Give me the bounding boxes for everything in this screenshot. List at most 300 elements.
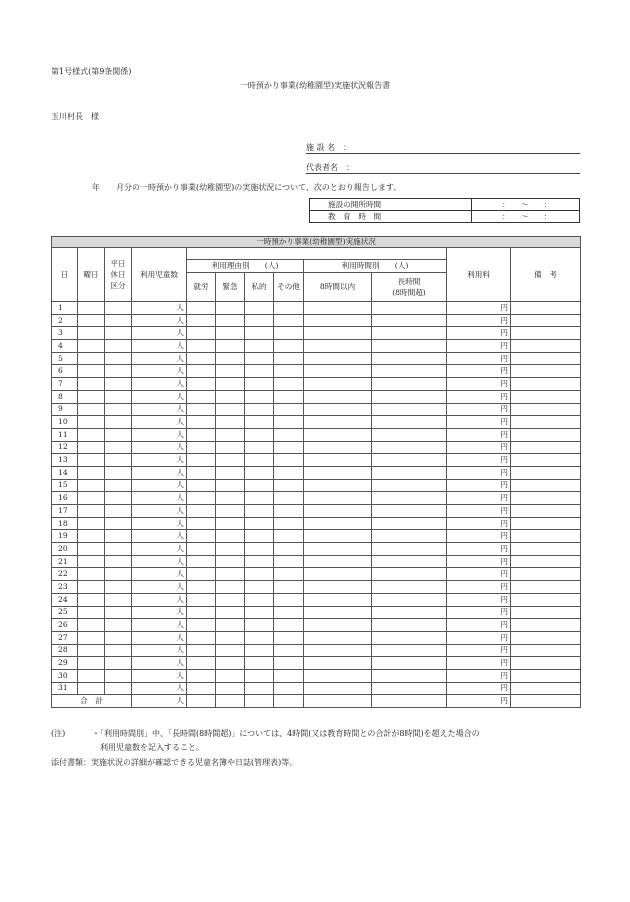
weekday-cell[interactable] bbox=[78, 606, 105, 619]
children-count-cell[interactable] bbox=[132, 682, 172, 695]
reason-private-cell[interactable] bbox=[245, 619, 274, 632]
category-cell[interactable] bbox=[105, 441, 132, 454]
reason-emergency-cell[interactable] bbox=[216, 340, 245, 353]
weekday-cell[interactable] bbox=[78, 365, 105, 378]
remarks-cell[interactable] bbox=[511, 327, 581, 340]
reason-emergency-cell[interactable] bbox=[216, 505, 245, 518]
time-within-cell[interactable] bbox=[304, 568, 372, 581]
weekday-cell[interactable] bbox=[78, 378, 105, 391]
reason-emergency-cell[interactable] bbox=[216, 466, 245, 479]
reason-other-cell[interactable] bbox=[274, 466, 304, 479]
facility-name-field[interactable] bbox=[306, 153, 580, 154]
reason-work-cell[interactable] bbox=[187, 365, 216, 378]
remarks-cell[interactable] bbox=[511, 441, 581, 454]
time-within-cell[interactable] bbox=[304, 416, 372, 429]
category-cell[interactable] bbox=[105, 505, 132, 518]
category-cell[interactable] bbox=[105, 606, 132, 619]
fee-cell[interactable] bbox=[447, 466, 495, 479]
time-within-cell[interactable] bbox=[304, 428, 372, 441]
time-long-cell[interactable] bbox=[372, 682, 447, 695]
category-cell[interactable] bbox=[105, 492, 132, 505]
time-long-cell[interactable] bbox=[372, 352, 447, 365]
fee-cell[interactable] bbox=[447, 644, 495, 657]
remarks-cell[interactable] bbox=[511, 543, 581, 556]
category-cell[interactable] bbox=[105, 327, 132, 340]
category-cell[interactable] bbox=[105, 657, 132, 670]
weekday-cell[interactable] bbox=[78, 466, 105, 479]
children-count-cell[interactable] bbox=[132, 619, 172, 632]
time-within-cell[interactable] bbox=[304, 302, 372, 315]
reason-work-cell[interactable] bbox=[187, 428, 216, 441]
reason-work-cell[interactable] bbox=[187, 606, 216, 619]
category-cell[interactable] bbox=[105, 416, 132, 429]
reason-other-cell[interactable] bbox=[274, 479, 304, 492]
fee-cell[interactable] bbox=[447, 657, 495, 670]
category-cell[interactable] bbox=[105, 454, 132, 467]
weekday-cell[interactable] bbox=[78, 530, 105, 543]
category-cell[interactable] bbox=[105, 390, 132, 403]
time-within-cell[interactable] bbox=[304, 454, 372, 467]
remarks-cell[interactable] bbox=[511, 505, 581, 518]
category-cell[interactable] bbox=[105, 466, 132, 479]
time-within-cell[interactable] bbox=[304, 390, 372, 403]
reason-work-cell[interactable] bbox=[187, 530, 216, 543]
category-cell[interactable] bbox=[105, 543, 132, 556]
remarks-cell[interactable] bbox=[511, 314, 581, 327]
reason-emergency-cell[interactable] bbox=[216, 441, 245, 454]
category-cell[interactable] bbox=[105, 555, 132, 568]
reason-emergency-cell[interactable] bbox=[216, 403, 245, 416]
reason-emergency-cell[interactable] bbox=[216, 416, 245, 429]
time-within-cell[interactable] bbox=[304, 505, 372, 518]
reason-work-cell[interactable] bbox=[187, 657, 216, 670]
weekday-cell[interactable] bbox=[78, 479, 105, 492]
category-cell[interactable] bbox=[105, 669, 132, 682]
time-long-cell[interactable] bbox=[372, 657, 447, 670]
remarks-cell[interactable] bbox=[511, 454, 581, 467]
weekday-cell[interactable] bbox=[78, 327, 105, 340]
children-count-cell[interactable] bbox=[132, 568, 172, 581]
reason-work-cell[interactable] bbox=[187, 593, 216, 606]
reason-emergency-cell[interactable] bbox=[216, 555, 245, 568]
reason-private-cell[interactable] bbox=[245, 314, 274, 327]
children-count-cell[interactable] bbox=[132, 340, 172, 353]
children-count-cell[interactable] bbox=[132, 441, 172, 454]
reason-work-cell[interactable] bbox=[187, 416, 216, 429]
remarks-cell[interactable] bbox=[511, 657, 581, 670]
category-cell[interactable] bbox=[105, 314, 132, 327]
category-cell[interactable] bbox=[105, 403, 132, 416]
time-within-cell[interactable] bbox=[304, 479, 372, 492]
weekday-cell[interactable] bbox=[78, 657, 105, 670]
reason-private-cell[interactable] bbox=[245, 593, 274, 606]
reason-private-cell[interactable] bbox=[245, 390, 274, 403]
fee-cell[interactable] bbox=[447, 302, 495, 315]
remarks-cell[interactable] bbox=[511, 352, 581, 365]
remarks-cell[interactable] bbox=[511, 466, 581, 479]
reason-other-cell[interactable] bbox=[274, 314, 304, 327]
category-cell[interactable] bbox=[105, 365, 132, 378]
reason-other-cell[interactable] bbox=[274, 543, 304, 556]
reason-private-cell[interactable] bbox=[245, 669, 274, 682]
time-within-cell[interactable] bbox=[304, 644, 372, 657]
weekday-cell[interactable] bbox=[78, 581, 105, 594]
reason-private-cell[interactable] bbox=[245, 327, 274, 340]
reason-work-cell[interactable] bbox=[187, 505, 216, 518]
opening-hours-value[interactable]: ： ～ ： bbox=[472, 199, 580, 211]
time-long-cell[interactable] bbox=[372, 466, 447, 479]
reason-other-cell[interactable] bbox=[274, 352, 304, 365]
children-count-cell[interactable] bbox=[132, 517, 172, 530]
fee-cell[interactable] bbox=[447, 314, 495, 327]
category-cell[interactable] bbox=[105, 682, 132, 695]
reason-other-cell[interactable] bbox=[274, 492, 304, 505]
remarks-cell[interactable] bbox=[511, 593, 581, 606]
weekday-cell[interactable] bbox=[78, 454, 105, 467]
category-cell[interactable] bbox=[105, 568, 132, 581]
remarks-cell[interactable] bbox=[511, 568, 581, 581]
weekday-cell[interactable] bbox=[78, 416, 105, 429]
reason-work-cell[interactable] bbox=[187, 314, 216, 327]
fee-cell[interactable] bbox=[447, 365, 495, 378]
category-cell[interactable] bbox=[105, 644, 132, 657]
weekday-cell[interactable] bbox=[78, 340, 105, 353]
fee-cell[interactable] bbox=[447, 505, 495, 518]
weekday-cell[interactable] bbox=[78, 568, 105, 581]
weekday-cell[interactable] bbox=[78, 631, 105, 644]
reason-private-cell[interactable] bbox=[245, 428, 274, 441]
time-within-cell[interactable] bbox=[304, 606, 372, 619]
time-within-cell[interactable] bbox=[304, 682, 372, 695]
children-count-cell[interactable] bbox=[132, 378, 172, 391]
time-long-cell[interactable] bbox=[372, 428, 447, 441]
fee-cell[interactable] bbox=[447, 517, 495, 530]
total-reason-emergency[interactable] bbox=[216, 695, 245, 708]
reason-private-cell[interactable] bbox=[245, 581, 274, 594]
time-long-cell[interactable] bbox=[372, 314, 447, 327]
remarks-cell[interactable] bbox=[511, 365, 581, 378]
reason-work-cell[interactable] bbox=[187, 466, 216, 479]
reason-work-cell[interactable] bbox=[187, 682, 216, 695]
reason-work-cell[interactable] bbox=[187, 340, 216, 353]
remarks-cell[interactable] bbox=[511, 669, 581, 682]
remarks-cell[interactable] bbox=[511, 479, 581, 492]
children-count-cell[interactable] bbox=[132, 555, 172, 568]
weekday-cell[interactable] bbox=[78, 403, 105, 416]
fee-cell[interactable] bbox=[447, 390, 495, 403]
reason-emergency-cell[interactable] bbox=[216, 631, 245, 644]
time-long-cell[interactable] bbox=[372, 454, 447, 467]
children-count-cell[interactable] bbox=[132, 454, 172, 467]
time-long-cell[interactable] bbox=[372, 403, 447, 416]
time-within-cell[interactable] bbox=[304, 543, 372, 556]
total-fee-cell[interactable] bbox=[447, 695, 495, 708]
time-within-cell[interactable] bbox=[304, 327, 372, 340]
time-within-cell[interactable] bbox=[304, 517, 372, 530]
reason-other-cell[interactable] bbox=[274, 619, 304, 632]
remarks-cell[interactable] bbox=[511, 403, 581, 416]
children-count-cell[interactable] bbox=[132, 416, 172, 429]
reason-work-cell[interactable] bbox=[187, 555, 216, 568]
reason-work-cell[interactable] bbox=[187, 441, 216, 454]
fee-cell[interactable] bbox=[447, 543, 495, 556]
reason-work-cell[interactable] bbox=[187, 631, 216, 644]
weekday-cell[interactable] bbox=[78, 314, 105, 327]
reason-other-cell[interactable] bbox=[274, 568, 304, 581]
reason-private-cell[interactable] bbox=[245, 479, 274, 492]
reason-emergency-cell[interactable] bbox=[216, 492, 245, 505]
category-cell[interactable] bbox=[105, 479, 132, 492]
time-long-cell[interactable] bbox=[372, 492, 447, 505]
reason-emergency-cell[interactable] bbox=[216, 302, 245, 315]
reason-other-cell[interactable] bbox=[274, 505, 304, 518]
time-within-cell[interactable] bbox=[304, 530, 372, 543]
total-time-long[interactable] bbox=[372, 695, 447, 708]
reason-private-cell[interactable] bbox=[245, 492, 274, 505]
children-count-cell[interactable] bbox=[132, 428, 172, 441]
reason-emergency-cell[interactable] bbox=[216, 479, 245, 492]
remarks-cell[interactable] bbox=[511, 492, 581, 505]
reason-private-cell[interactable] bbox=[245, 441, 274, 454]
reason-emergency-cell[interactable] bbox=[216, 644, 245, 657]
reason-other-cell[interactable] bbox=[274, 454, 304, 467]
fee-cell[interactable] bbox=[447, 403, 495, 416]
reason-other-cell[interactable] bbox=[274, 390, 304, 403]
fee-cell[interactable] bbox=[447, 340, 495, 353]
category-cell[interactable] bbox=[105, 302, 132, 315]
reason-private-cell[interactable] bbox=[245, 606, 274, 619]
category-cell[interactable] bbox=[105, 581, 132, 594]
time-long-cell[interactable] bbox=[372, 593, 447, 606]
reason-work-cell[interactable] bbox=[187, 454, 216, 467]
time-within-cell[interactable] bbox=[304, 340, 372, 353]
remarks-cell[interactable] bbox=[511, 340, 581, 353]
reason-emergency-cell[interactable] bbox=[216, 517, 245, 530]
time-long-cell[interactable] bbox=[372, 631, 447, 644]
reason-work-cell[interactable] bbox=[187, 492, 216, 505]
weekday-cell[interactable] bbox=[78, 505, 105, 518]
time-long-cell[interactable] bbox=[372, 606, 447, 619]
time-long-cell[interactable] bbox=[372, 340, 447, 353]
time-long-cell[interactable] bbox=[372, 555, 447, 568]
reason-emergency-cell[interactable] bbox=[216, 327, 245, 340]
reason-other-cell[interactable] bbox=[274, 302, 304, 315]
fee-cell[interactable] bbox=[447, 479, 495, 492]
time-within-cell[interactable] bbox=[304, 657, 372, 670]
reason-private-cell[interactable] bbox=[245, 530, 274, 543]
reason-private-cell[interactable] bbox=[245, 466, 274, 479]
children-count-cell[interactable] bbox=[132, 352, 172, 365]
time-long-cell[interactable] bbox=[372, 416, 447, 429]
time-within-cell[interactable] bbox=[304, 492, 372, 505]
reason-emergency-cell[interactable] bbox=[216, 378, 245, 391]
time-long-cell[interactable] bbox=[372, 327, 447, 340]
time-long-cell[interactable] bbox=[372, 479, 447, 492]
category-cell[interactable] bbox=[105, 530, 132, 543]
reason-other-cell[interactable] bbox=[274, 669, 304, 682]
reason-emergency-cell[interactable] bbox=[216, 314, 245, 327]
remarks-cell[interactable] bbox=[511, 644, 581, 657]
reason-private-cell[interactable] bbox=[245, 302, 274, 315]
children-count-cell[interactable] bbox=[132, 302, 172, 315]
reason-other-cell[interactable] bbox=[274, 530, 304, 543]
reason-emergency-cell[interactable] bbox=[216, 657, 245, 670]
children-count-cell[interactable] bbox=[132, 365, 172, 378]
reason-work-cell[interactable] bbox=[187, 403, 216, 416]
reason-private-cell[interactable] bbox=[245, 352, 274, 365]
reason-work-cell[interactable] bbox=[187, 352, 216, 365]
time-within-cell[interactable] bbox=[304, 365, 372, 378]
time-within-cell[interactable] bbox=[304, 631, 372, 644]
fee-cell[interactable] bbox=[447, 555, 495, 568]
total-time-within[interactable] bbox=[304, 695, 372, 708]
fee-cell[interactable] bbox=[447, 593, 495, 606]
remarks-cell[interactable] bbox=[511, 517, 581, 530]
category-cell[interactable] bbox=[105, 378, 132, 391]
children-count-cell[interactable] bbox=[132, 403, 172, 416]
children-count-cell[interactable] bbox=[132, 327, 172, 340]
reason-emergency-cell[interactable] bbox=[216, 365, 245, 378]
reason-private-cell[interactable] bbox=[245, 365, 274, 378]
children-count-cell[interactable] bbox=[132, 593, 172, 606]
reason-private-cell[interactable] bbox=[245, 631, 274, 644]
reason-private-cell[interactable] bbox=[245, 682, 274, 695]
reason-work-cell[interactable] bbox=[187, 517, 216, 530]
children-count-cell[interactable] bbox=[132, 644, 172, 657]
reason-other-cell[interactable] bbox=[274, 365, 304, 378]
remarks-cell[interactable] bbox=[511, 606, 581, 619]
category-cell[interactable] bbox=[105, 352, 132, 365]
weekday-cell[interactable] bbox=[78, 593, 105, 606]
reason-other-cell[interactable] bbox=[274, 428, 304, 441]
time-within-cell[interactable] bbox=[304, 581, 372, 594]
time-long-cell[interactable] bbox=[372, 390, 447, 403]
time-long-cell[interactable] bbox=[372, 505, 447, 518]
weekday-cell[interactable] bbox=[78, 517, 105, 530]
remarks-cell[interactable] bbox=[511, 682, 581, 695]
reason-private-cell[interactable] bbox=[245, 340, 274, 353]
fee-cell[interactable] bbox=[447, 416, 495, 429]
reason-emergency-cell[interactable] bbox=[216, 352, 245, 365]
reason-other-cell[interactable] bbox=[274, 657, 304, 670]
reason-other-cell[interactable] bbox=[274, 682, 304, 695]
time-long-cell[interactable] bbox=[372, 530, 447, 543]
fee-cell[interactable] bbox=[447, 682, 495, 695]
fee-cell[interactable] bbox=[447, 606, 495, 619]
time-long-cell[interactable] bbox=[372, 378, 447, 391]
reason-other-cell[interactable] bbox=[274, 593, 304, 606]
weekday-cell[interactable] bbox=[78, 619, 105, 632]
reason-emergency-cell[interactable] bbox=[216, 606, 245, 619]
reason-work-cell[interactable] bbox=[187, 479, 216, 492]
reason-private-cell[interactable] bbox=[245, 416, 274, 429]
children-count-cell[interactable] bbox=[132, 479, 172, 492]
reason-other-cell[interactable] bbox=[274, 581, 304, 594]
category-cell[interactable] bbox=[105, 517, 132, 530]
fee-cell[interactable] bbox=[447, 378, 495, 391]
time-within-cell[interactable] bbox=[304, 403, 372, 416]
reason-other-cell[interactable] bbox=[274, 403, 304, 416]
weekday-cell[interactable] bbox=[78, 669, 105, 682]
category-cell[interactable] bbox=[105, 593, 132, 606]
reason-work-cell[interactable] bbox=[187, 581, 216, 594]
remarks-cell[interactable] bbox=[511, 530, 581, 543]
reason-other-cell[interactable] bbox=[274, 327, 304, 340]
time-within-cell[interactable] bbox=[304, 466, 372, 479]
reason-private-cell[interactable] bbox=[245, 568, 274, 581]
reason-private-cell[interactable] bbox=[245, 378, 274, 391]
weekday-cell[interactable] bbox=[78, 682, 105, 695]
fee-cell[interactable] bbox=[447, 530, 495, 543]
time-within-cell[interactable] bbox=[304, 378, 372, 391]
remarks-cell[interactable] bbox=[511, 428, 581, 441]
reason-other-cell[interactable] bbox=[274, 340, 304, 353]
category-cell[interactable] bbox=[105, 619, 132, 632]
reason-other-cell[interactable] bbox=[274, 378, 304, 391]
reason-work-cell[interactable] bbox=[187, 644, 216, 657]
reason-private-cell[interactable] bbox=[245, 543, 274, 556]
fee-cell[interactable] bbox=[447, 619, 495, 632]
remarks-cell[interactable] bbox=[511, 302, 581, 315]
reason-emergency-cell[interactable] bbox=[216, 593, 245, 606]
time-within-cell[interactable] bbox=[304, 593, 372, 606]
reason-other-cell[interactable] bbox=[274, 555, 304, 568]
children-count-cell[interactable] bbox=[132, 466, 172, 479]
fee-cell[interactable] bbox=[447, 581, 495, 594]
total-reason-private[interactable] bbox=[245, 695, 274, 708]
category-cell[interactable] bbox=[105, 631, 132, 644]
children-count-cell[interactable] bbox=[132, 543, 172, 556]
reason-work-cell[interactable] bbox=[187, 302, 216, 315]
total-remarks-cell[interactable] bbox=[511, 695, 581, 708]
reason-work-cell[interactable] bbox=[187, 543, 216, 556]
weekday-cell[interactable] bbox=[78, 555, 105, 568]
fee-cell[interactable] bbox=[447, 428, 495, 441]
remarks-cell[interactable] bbox=[511, 378, 581, 391]
fee-cell[interactable] bbox=[447, 568, 495, 581]
reason-work-cell[interactable] bbox=[187, 378, 216, 391]
total-reason-work[interactable] bbox=[187, 695, 216, 708]
reason-emergency-cell[interactable] bbox=[216, 454, 245, 467]
children-count-cell[interactable] bbox=[132, 657, 172, 670]
reason-private-cell[interactable] bbox=[245, 403, 274, 416]
reason-other-cell[interactable] bbox=[274, 606, 304, 619]
fee-cell[interactable] bbox=[447, 492, 495, 505]
fee-cell[interactable] bbox=[447, 631, 495, 644]
time-within-cell[interactable] bbox=[304, 619, 372, 632]
remarks-cell[interactable] bbox=[511, 555, 581, 568]
reason-other-cell[interactable] bbox=[274, 644, 304, 657]
reason-work-cell[interactable] bbox=[187, 669, 216, 682]
time-within-cell[interactable] bbox=[304, 669, 372, 682]
time-long-cell[interactable] bbox=[372, 568, 447, 581]
reason-private-cell[interactable] bbox=[245, 657, 274, 670]
fee-cell[interactable] bbox=[447, 454, 495, 467]
reason-private-cell[interactable] bbox=[245, 505, 274, 518]
reason-work-cell[interactable] bbox=[187, 619, 216, 632]
weekday-cell[interactable] bbox=[78, 644, 105, 657]
education-hours-value[interactable]: ： ～ ： bbox=[472, 211, 580, 223]
reason-work-cell[interactable] bbox=[187, 327, 216, 340]
reason-emergency-cell[interactable] bbox=[216, 530, 245, 543]
children-count-cell[interactable] bbox=[132, 606, 172, 619]
category-cell[interactable] bbox=[105, 428, 132, 441]
reason-emergency-cell[interactable] bbox=[216, 390, 245, 403]
reason-private-cell[interactable] bbox=[245, 555, 274, 568]
time-within-cell[interactable] bbox=[304, 352, 372, 365]
children-count-cell[interactable] bbox=[132, 669, 172, 682]
reason-other-cell[interactable] bbox=[274, 416, 304, 429]
